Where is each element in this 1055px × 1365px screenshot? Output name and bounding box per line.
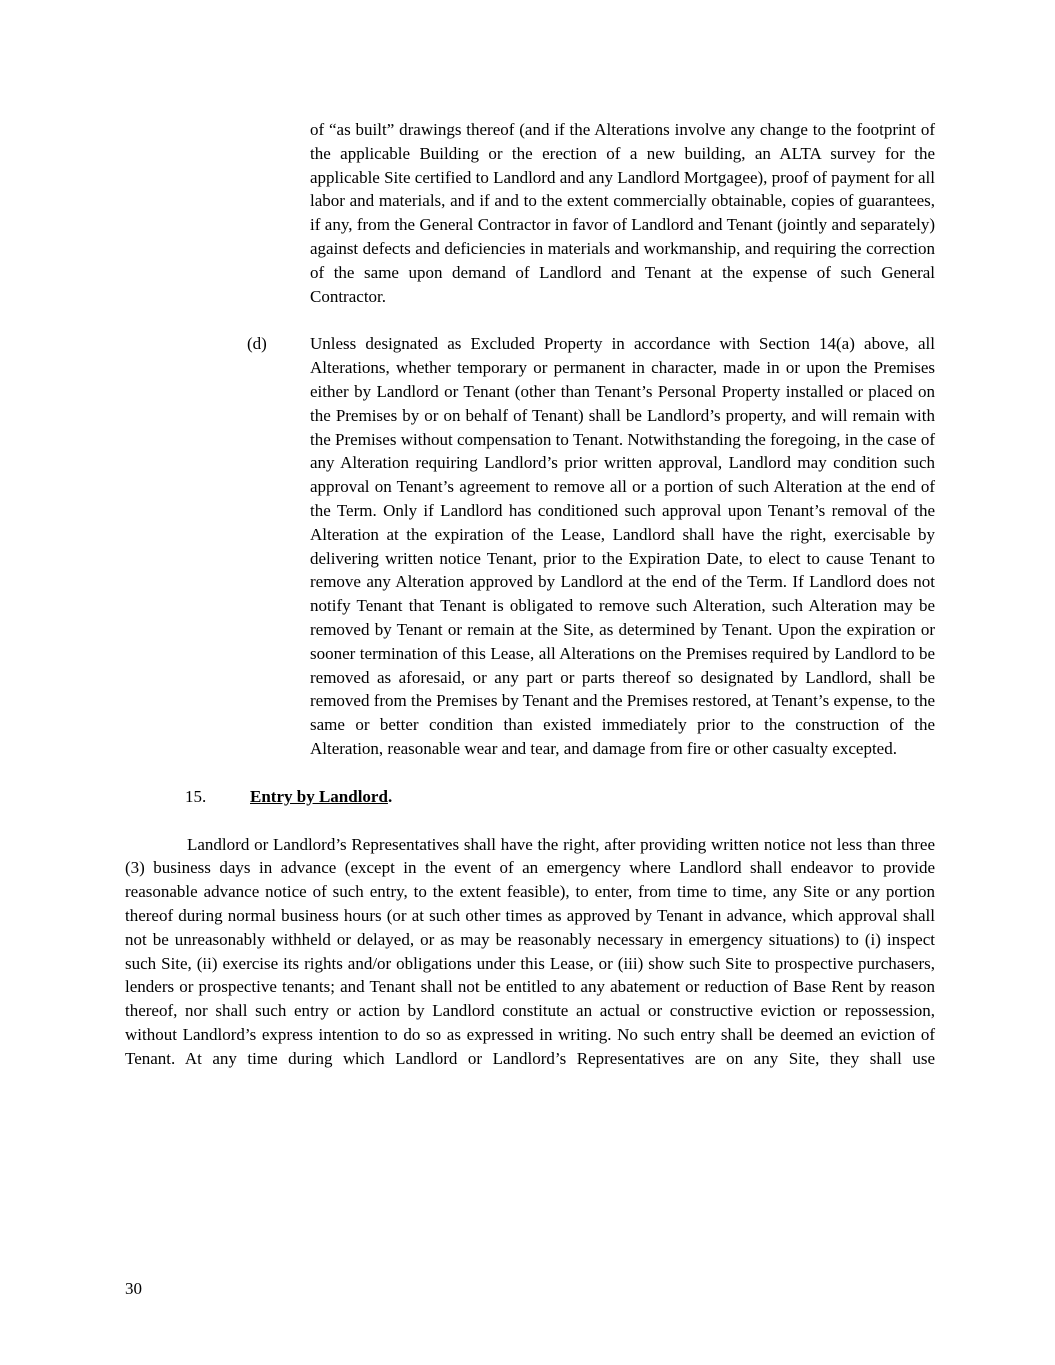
section-15-title: Entry by Landlord — [250, 786, 388, 806]
section-15-period: . — [387, 786, 393, 806]
section-15-heading — [185, 785, 935, 809]
clause-d-label: (d) — [247, 334, 267, 354]
clause-d — [247, 332, 935, 760]
clause-d-text: Unless designated as Excluded Property in accordance with Section 14(a) above, all Alterations, whether temporary or permanent in character, made in or upon the Premises either by Landlord or Tenant (other than Tenant’s Personal Property installed or placed on the Premises by or on behalf of Tenant) shall be Landlord’s property, and will remain with the Premises without compensation to Tenant. Notwithstanding the foregoing, in the case of any Alteration requiring Landlord’s prior written approval, Landlord may condition such approval on Tenant’s agreement to remove all or a portion of such Alteration at the end of the Term. Only if Landlord has conditioned such approval upon Tenant’s removal of the Alteration at the expiration of the Lease, Landlord shall have the right, exercisable by delivering written notice Tenant, prior to the Expiration Date, to elect to cause Tenant to remove any Alteration approved by Landlord at the end of the Term. If Landlord does not notify Tenant that Tenant is obligated to remove such Alteration, such Alteration may be removed by Tenant or remain at the Site, as determined by Tenant. Upon the expiration or sooner termination of this Lease, all Alterations on the Premises required by Landlord to be removed as aforesaid, or any part or parts thereof so designated by Landlord, shall be removed from the Premises by Tenant and the Premises restored, at Tenant’s expense, to the same or better condition than existed immediately prior to the construction of the Alteration, reasonable wear and tear, and damage from fire or other casualty excepted. — [310, 334, 935, 758]
page-content — [125, 118, 935, 1070]
page-number: 30 — [125, 1279, 142, 1298]
entry-by-landlord-paragraph: Landlord or Landlord’s Representatives shall have the right, after providing written notice not less than three (3) business days in advance (except in the event of an emergency where Landlord shall endeavor to provide reasonable advance notice of such entry, to the extent feasible), to enter, from time to time, any Site or any portion thereof during normal business hours (or at such other times as approved by Tenant in advance, which approval shall not be unreasonably withheld or delayed, or as may be reasonably necessary in emergency situations) to (i) inspect such Site, (ii) exercise its rights and/or obligations under this Lease, or (iii) show such Site to prospective purchasers, lenders or prospective tenants; and Tenant shall not be entitled to any abatement or reduction of Base Rent by reason thereof, nor shall such entry or action by Landlord constitute an actual or constructive eviction or repossession, without Landlord’s express intention to do so as expressed in writing. No such entry shall be deemed an eviction of Tenant. At any time during which Landlord or Landlord’s Representatives are on any Site, they shall use — [125, 834, 935, 1068]
section-15-number: 15. — [185, 786, 207, 806]
continuation-paragraph: of “as built” drawings thereof (and if the Alterations involve any change to the footprint of the applicable Building or the erection of a new building, an ALTA survey for the applicable Site certified to Landlord and any Landlord Mortgagee), proof of payment for all labor and materials, and if and to the extent commercially obtainable, copies of guarantees, if any, from the General Contractor in favor of Landlord and Tenant (jointly and separately) against defects and deficiencies in materials and workmanship, and requiring the correction of the same upon demand of Landlord and Tenant at the expense of such General Contractor. — [310, 120, 935, 306]
